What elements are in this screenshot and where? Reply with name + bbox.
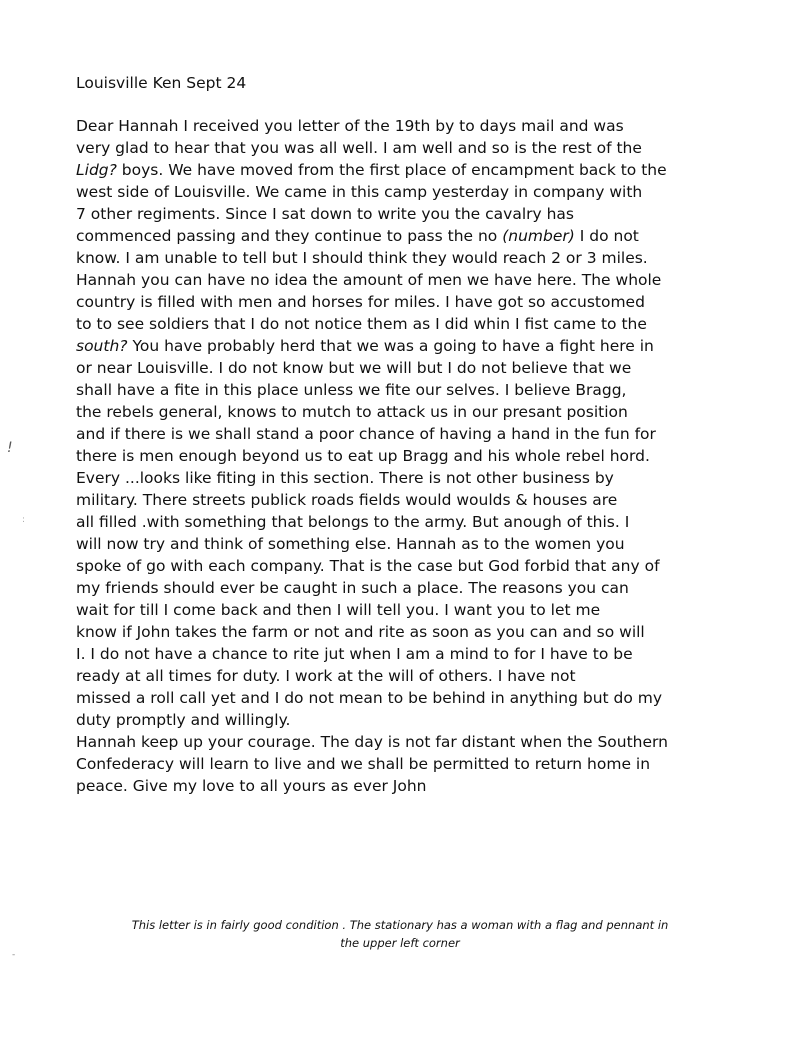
archival-note-line-1: This letter is in fairly good condition . The stationary has a woman with a flag and pennant in [131, 918, 669, 932]
archival-note-line-2: the upper left corner [340, 936, 460, 950]
letter-text: peace. Give my love to all yours as ever John [76, 777, 427, 795]
letter-body [76, 115, 726, 797]
letter-line [76, 775, 726, 797]
letter-line [76, 489, 726, 511]
letter-text: Hannah you can have no idea the amount of men we have here. The whole [76, 271, 662, 289]
letter-text: or near Louisville. I do not know but we will but I do not believe that we [76, 359, 632, 377]
letter-line [76, 291, 726, 313]
letter-line [76, 709, 726, 731]
letter-text: spoke of go with each company. That is the case but God forbid that any of [76, 557, 660, 575]
letter-line [76, 115, 726, 137]
letter-line [76, 731, 726, 753]
margin-mark: - [12, 950, 16, 960]
letter-text: and if there is we shall stand a poor chance of having a hand in the fun for [76, 425, 656, 443]
letter-text: Every ...looks like fiting in this section. There is not other business by [76, 469, 614, 487]
letter-line [76, 401, 726, 423]
letter-line [76, 599, 726, 621]
letter-text: know if John takes the farm or not and rite as soon as you can and so will [76, 623, 645, 641]
letter-line [76, 269, 726, 291]
letter-line [76, 203, 726, 225]
letter-line [76, 181, 726, 203]
letter-text: will now try and think of something else. Hannah as to the women you [76, 535, 625, 553]
letter-text: Confederacy will learn to live and we shall be permitted to return home in [76, 755, 651, 773]
letter-text: west side of Louisville. We came in this camp yesterday in company with [76, 183, 643, 201]
letter-line [76, 511, 726, 533]
letter-line [76, 577, 726, 599]
letter-line [76, 445, 726, 467]
letter-dateline: Louisville Ken Sept 24 [76, 74, 247, 92]
letter-text: duty promptly and willingly. [76, 711, 291, 729]
letter-text: commenced passing and they continue to pass the no [76, 227, 503, 245]
letter-line [76, 621, 726, 643]
letter-line [76, 247, 726, 269]
letter-text: to to see soldiers that I do not notice them as I did whin I fist came to the [76, 315, 647, 333]
letter-text: the rebels general, knows to mutch to attack us in our presant position [76, 403, 628, 421]
letter-text: I. I do not have a chance to rite jut when I am a mind to for I have to be [76, 645, 633, 663]
letter-line [76, 313, 726, 335]
letter-text: there is men enough beyond us to eat up Bragg and his whole rebel hord. [76, 447, 650, 465]
letter-text: Hannah keep up your courage. The day is not far distant when the Southern [76, 733, 668, 751]
letter-line [76, 379, 726, 401]
italic-annotation: south? [76, 337, 128, 355]
letter-text: Dear Hannah I received you letter of the 19th by to days mail and was [76, 117, 624, 135]
letter-text: wait for till I come back and then I will tell you. I want you to let me [76, 601, 601, 619]
margin-mark: ! [7, 440, 13, 456]
letter-text: missed a roll call yet and I do not mean to be behind in anything but do my [76, 689, 663, 707]
letter-line [76, 643, 726, 665]
letter-line [76, 467, 726, 489]
letter-text: ready at all times for duty. I work at the will of others. I have not [76, 667, 576, 685]
letter-line [76, 753, 726, 775]
letter-text: country is filled with men and horses for miles. I have got so accustomed [76, 293, 645, 311]
letter-line [76, 335, 726, 357]
margin-mark: : [22, 515, 26, 525]
letter-text: boys. We have moved from the first place of encampment back to the [116, 161, 667, 179]
letter-text: very glad to hear that you was all well. I am well and so is the rest of the [76, 139, 642, 157]
italic-annotation: (number) [502, 227, 575, 245]
italic-annotation: Lidg? [76, 161, 117, 179]
letter-line [76, 687, 726, 709]
letter-line [76, 225, 726, 247]
archival-note [80, 916, 720, 952]
letter-text: know. I am unable to tell but I should think they would reach 2 or 3 miles. [76, 249, 648, 267]
letter-text: military. There streets publick roads fields would woulds & houses are [76, 491, 618, 509]
letter-line [76, 665, 726, 687]
letter-text: I do not [574, 227, 639, 245]
letter-line [76, 555, 726, 577]
letter-line [76, 423, 726, 445]
letter-line [76, 137, 726, 159]
letter-text: You have probably herd that we was a going to have a fight here in [127, 337, 654, 355]
letter-text: my friends should ever be caught in such a place. The reasons you can [76, 579, 629, 597]
letter-line [76, 533, 726, 555]
letter-text: 7 other regiments. Since I sat down to write you the cavalry has [76, 205, 574, 223]
letter-text: shall have a fite in this place unless we fite our selves. I believe Bragg, [76, 381, 627, 399]
letter-line [76, 357, 726, 379]
letter-line [76, 159, 726, 181]
letter-text: all filled .with something that belongs to the army. But anough of this. I [76, 513, 630, 531]
